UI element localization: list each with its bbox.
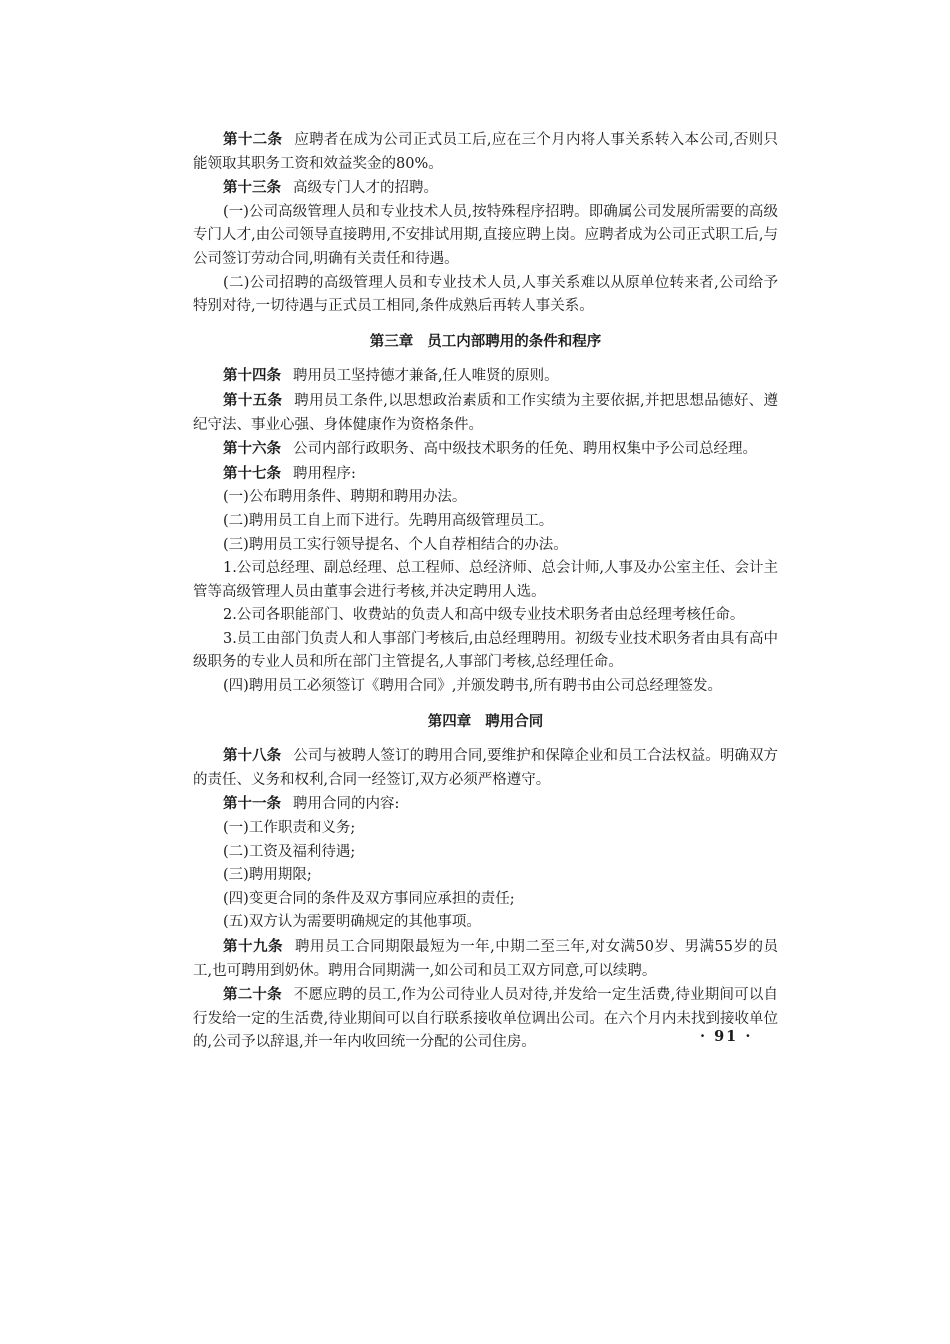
article-paragraph <box>193 935 778 983</box>
article-paragraph <box>193 128 778 176</box>
paragraph-text: (一)工作职责和义务; <box>223 820 356 837</box>
chapter-number: 第四章 <box>427 712 472 730</box>
article-number: 第十一条 <box>223 795 281 813</box>
clause-paragraph <box>193 888 778 912</box>
article-paragraph <box>193 437 778 462</box>
paragraph-text: 聘用员工条件,以思想政治素质和工作实绩为主要依据,并把思想品德好、遵纪守法、事业心强、身体健康作为资格条件。 <box>193 392 779 433</box>
chapter-title: 员工内部聘用的条件和程序 <box>427 332 602 350</box>
paragraph-text: (一)公司高级管理人员和专业技术人员,按特殊程序招聘。即确属公司发展所需要的高级专门人才,由公司领导直接聘用,不安排试用期,直接应聘上岗。应聘者成为公司正式职工后,与公司签订劳动合同,明确有关责任和待遇。 <box>193 203 778 267</box>
article-number: 第十六条 <box>223 440 281 458</box>
clause-paragraph <box>193 534 778 558</box>
paragraph-text: 不愿应聘的员工,作为公司待业人员对待,并发给一定生活费,待业期间可以自行发给一定的生活费,待业期间可以自行联系接收单位调出公司。在六个月内未找到接收单位的,公司予以辞退,并一年内收回统一分配的公司住房。 <box>193 987 779 1051</box>
article-number: 第十三条 <box>223 179 281 197</box>
article-number: 第十五条 <box>223 391 283 409</box>
paragraph-text: (二)工资及福利待遇; <box>223 843 356 860</box>
paragraph-text: 3.员工由部门负责人和人事部门考核后,由总经理聘用。初级专业技术职务者由具有高中级职务的专业人员和所在部门主管提名,人事部门考核,总经理任命。 <box>193 630 778 671</box>
clause-paragraph <box>193 675 778 699</box>
article-paragraph <box>193 364 778 389</box>
paragraph-text: (三)聘用期限; <box>223 867 312 884</box>
chapter-heading <box>193 330 778 354</box>
paragraph-text: (五)双方认为需要明确规定的其他事项。 <box>223 914 481 931</box>
paragraph-text: (四)变更合同的条件及双方事同应承担的责任; <box>223 890 515 907</box>
paragraph-text: (一)公布聘用条件、聘期和聘用办法。 <box>223 489 467 506</box>
paragraph-text: 高级专门人才的招聘。 <box>293 180 438 197</box>
paragraph-text: 应聘者在成为公司正式员工后,应在三个月内将人事关系转入本公司,否则只能领取其职务工资和效益奖金的80%。 <box>193 132 779 172</box>
article-number: 第十九条 <box>223 938 284 955</box>
clause-paragraph <box>193 604 778 628</box>
clause-paragraph <box>193 201 778 272</box>
paragraph-text: 聘用员工合同期限最短为一年,中期二至三年,对女满50岁、男满55岁的员工,也可聘用到奶休。聘用合同期满一,如公司和员工双方同意,可以续聘。 <box>193 939 778 979</box>
clause-paragraph <box>193 486 778 510</box>
paragraph-text: 聘用合同的内容: <box>293 796 400 813</box>
paragraph-text: (三)聘用员工实行领导提名、个人自荐相结合的办法。 <box>223 536 568 553</box>
article-number: 第十二条 <box>223 131 283 148</box>
paragraph-text: (二)聘用员工自上而下进行。先聘用高级管理员工。 <box>223 512 554 529</box>
article-paragraph <box>193 462 778 487</box>
paragraph-text: 公司与被聘人签订的聘用合同,要维护和保障企业和员工合法权益。明确双方的责任、义务和权利,合同一经签订,双方必须严格遵守。 <box>193 748 779 788</box>
paragraph-text: 公司内部行政职务、高中级技术职务的任免、聘用权集中予公司总经理。 <box>293 441 757 458</box>
paragraph-text: 2.公司各职能部门、收费站的负责人和高中级专业技术职务者由总经理考核任命。 <box>223 607 745 624</box>
paragraph-text: 1.公司总经理、副总经理、总工程师、总经济师、总会计师,人事及办公室主任、会计主管等高级管理人员由董事会进行考核,并决定聘用人选。 <box>193 560 778 600</box>
page-number: · 91 · <box>700 1028 753 1045</box>
clause-paragraph <box>193 272 778 319</box>
article-number: 第二十条 <box>223 986 282 1004</box>
clause-paragraph <box>193 817 778 841</box>
article-number: 第十四条 <box>223 367 281 385</box>
clause-paragraph <box>193 911 778 935</box>
article-paragraph <box>193 744 778 792</box>
paragraph-text: 聘用程序: <box>293 465 356 482</box>
article-paragraph <box>193 389 778 437</box>
article-paragraph <box>193 792 778 817</box>
paragraph-text: (二)公司招聘的高级管理人员和专业技术人员,人事关系难以从原单位转来者,公司给予特别对待,一切待遇与正式员工相同,条件成熟后再转人事关系。 <box>193 274 778 315</box>
clause-paragraph <box>193 510 778 534</box>
document-body <box>193 128 778 1055</box>
clause-paragraph <box>193 841 778 865</box>
clause-paragraph <box>193 628 778 675</box>
clause-paragraph <box>193 864 778 888</box>
article-paragraph <box>193 983 778 1055</box>
article-number: 第十七条 <box>223 464 281 482</box>
paragraph-text: 聘用员工坚持德才兼备,任人唯贤的原则。 <box>293 368 559 385</box>
chapter-heading <box>193 710 778 734</box>
paragraph-text: (四)聘用员工必须签订《聘用合同》,并颁发聘书,所有聘书由公司总经理签发。 <box>223 678 723 695</box>
article-number: 第十八条 <box>223 747 282 765</box>
chapter-title: 聘用合同 <box>485 712 544 730</box>
clause-paragraph <box>193 557 778 604</box>
chapter-number: 第三章 <box>369 332 414 350</box>
article-paragraph <box>193 176 778 201</box>
